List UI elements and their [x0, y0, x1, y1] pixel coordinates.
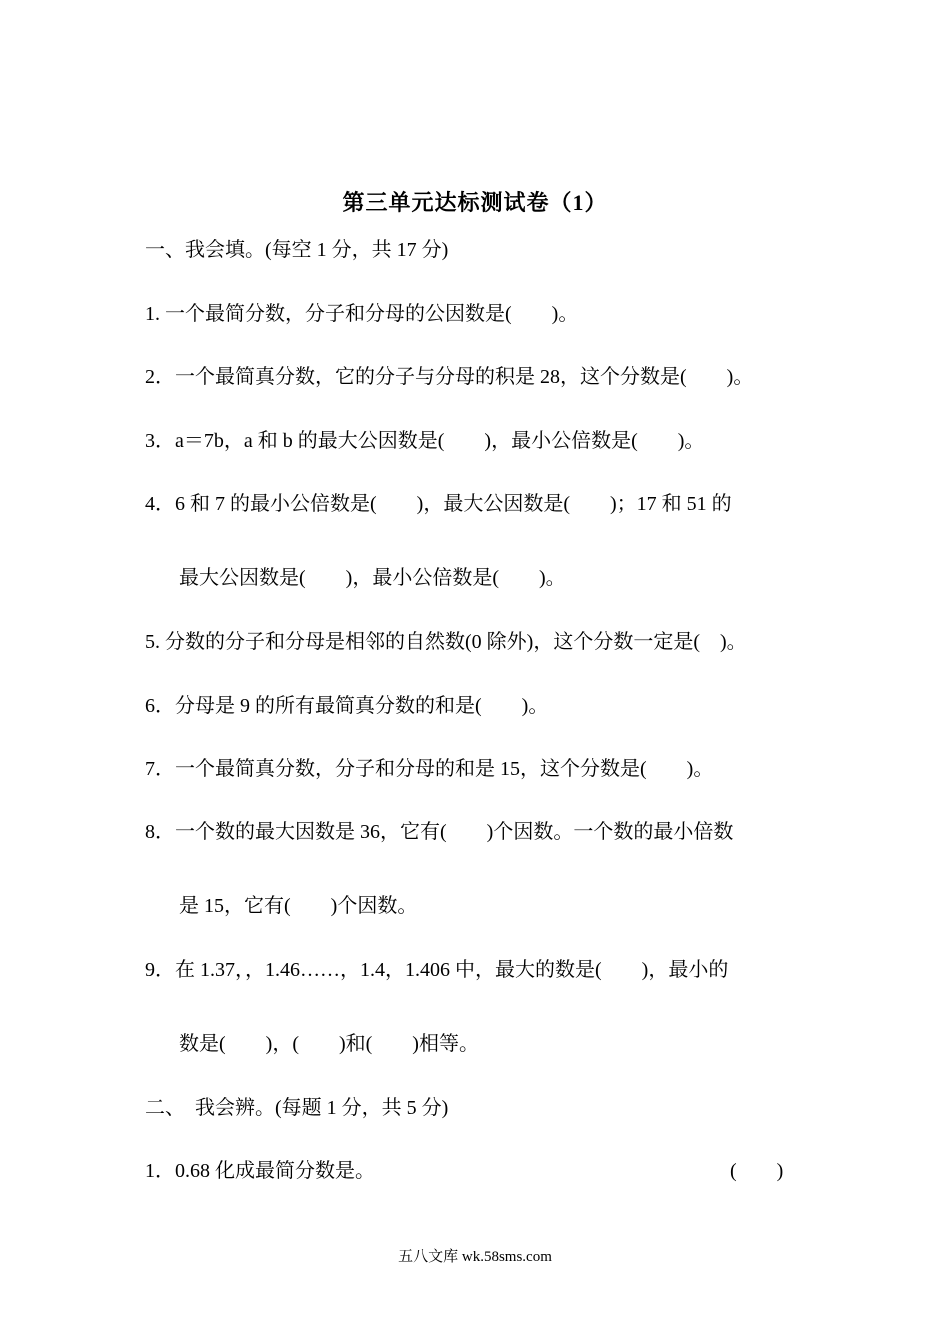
question-1-6: 6．分母是 9 的所有最简真分数的和是( )。 [145, 695, 549, 717]
question-1-9-line-2: 数是( )，( )和( )相等。 [179, 1033, 479, 1055]
question-1-3: 3．a＝7b，a 和 b 的最大公因数是( )，最小公倍数是( )。 [145, 430, 705, 452]
question-1-4-line-2: 最大公因数是( )，最小公倍数是( )。 [179, 567, 566, 589]
answer-paren: ( ) [730, 1160, 784, 1182]
question-1-2: 2．一个最简真分数，它的分子与分母的积是 28，这个分数是( )。 [145, 366, 754, 388]
section-2-heading: 二、 我会辨。(每题 1 分，共 5 分) [145, 1097, 449, 1119]
section-1-heading: 一、我会填。(每空 1 分，共 17 分) [145, 239, 449, 261]
question-1-5: 5. 分数的分子和分母是相邻的自然数(0 除外)，这个分数一定是( )。 [145, 631, 747, 653]
footer-watermark: 五八文库 wk.58sms.com [398, 1249, 552, 1265]
question-1-7: 7．一个最简真分数，分子和分母的和是 15，这个分数是( )。 [145, 758, 714, 780]
question-1-8-line-2: 是 15，它有( )个因数。 [179, 895, 418, 917]
question-1-1: 1. 一个最简分数，分子和分母的公因数是( )。 [145, 303, 579, 325]
question-1-9-line-1: 9．在 1.37，，1.46……，1.4，1.406 中，最大的数是( )，最小的 [145, 959, 729, 981]
page-title: 第三单元达标测试卷（1） [342, 190, 608, 215]
question-2-1: 1．0.68 化成最简分数是。 [145, 1160, 375, 1182]
question-1-8-line-1: 8．一个数的最大因数是 36，它有( )个因数。一个数的最小倍数 [145, 821, 734, 843]
question-1-4-line-1: 4．6 和 7 的最小公倍数是( )，最大公因数是( )；17 和 51 的 [145, 493, 732, 515]
